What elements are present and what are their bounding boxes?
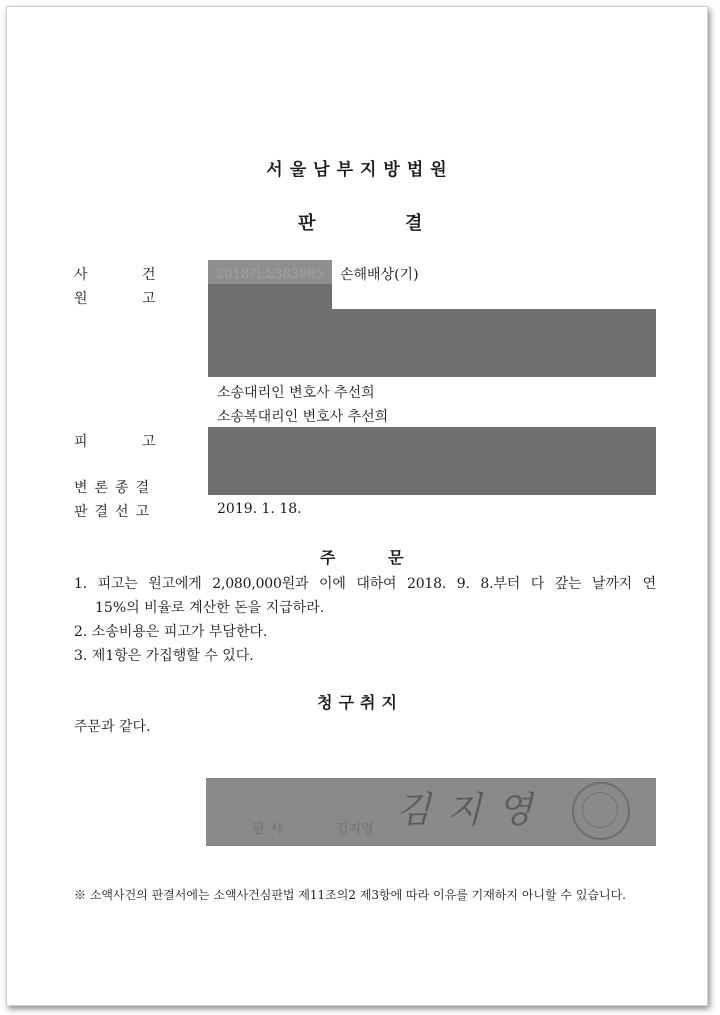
case-label-1: 사 — [74, 267, 88, 283]
disposition-item-1: 1. 피고는 원고에게 2,080,000원과 이에 대하여 2018. 9. 8.부터 다 갚는 날까지 연 — [74, 576, 656, 592]
case-name: 손해배상(기) — [340, 267, 419, 283]
court-seal-icon — [572, 782, 630, 840]
plaintiff-redaction-top — [208, 284, 332, 312]
case-number: 2018가소383985 — [216, 267, 324, 282]
footnote: ※ 소액사건의 판결서에는 소액사건심판법 제11조의2 제3항에 따라 이유를 기재하지 아니할 수 있습니다. — [74, 888, 626, 902]
signature-redaction — [206, 778, 656, 846]
disposition-item-1-cont: 15%의 비율로 계산한 돈을 지급하라. — [95, 600, 325, 616]
handwritten-signature: 김지영 — [396, 790, 549, 831]
signature-name: 김지영 — [336, 822, 374, 837]
plaintiff-sub-agent: 소송복대리인 변호사 추선희 — [217, 409, 389, 425]
defendant-label-2: 고 — [142, 434, 156, 450]
disposition-title-part-1: 주 — [320, 548, 336, 567]
signature-role: 판사 — [252, 822, 290, 837]
disposition-item-3: 3. 제1항은 가집행할 수 있다. — [74, 648, 254, 664]
closing-label: 변론종결 — [74, 480, 157, 496]
defendant-redaction — [208, 427, 656, 495]
plaintiff-redaction — [208, 309, 656, 377]
document-title-part-2: 결 — [405, 213, 423, 234]
disposition-title-part-2: 문 — [388, 548, 404, 567]
claim-title: 청구취지 — [317, 693, 403, 712]
defendant-label-1: 피 — [74, 434, 88, 450]
case-number-redaction — [208, 260, 332, 284]
judgment-date-label: 판결선고 — [74, 504, 157, 520]
plaintiff-agent: 소송대리인 변호사 추선희 — [217, 385, 375, 401]
disposition-item-2: 2. 소송비용은 피고가 부담한다. — [74, 624, 268, 640]
plaintiff-label-2: 고 — [142, 291, 156, 307]
court-name: 서울남부지방법원 — [266, 160, 454, 180]
document-title-part-1: 판 — [298, 213, 316, 234]
claim-text: 주문과 같다. — [74, 719, 151, 735]
judgment-date: 2019. 1. 18. — [217, 501, 302, 517]
plaintiff-label-1: 원 — [74, 291, 88, 307]
case-label-2: 건 — [142, 267, 156, 283]
